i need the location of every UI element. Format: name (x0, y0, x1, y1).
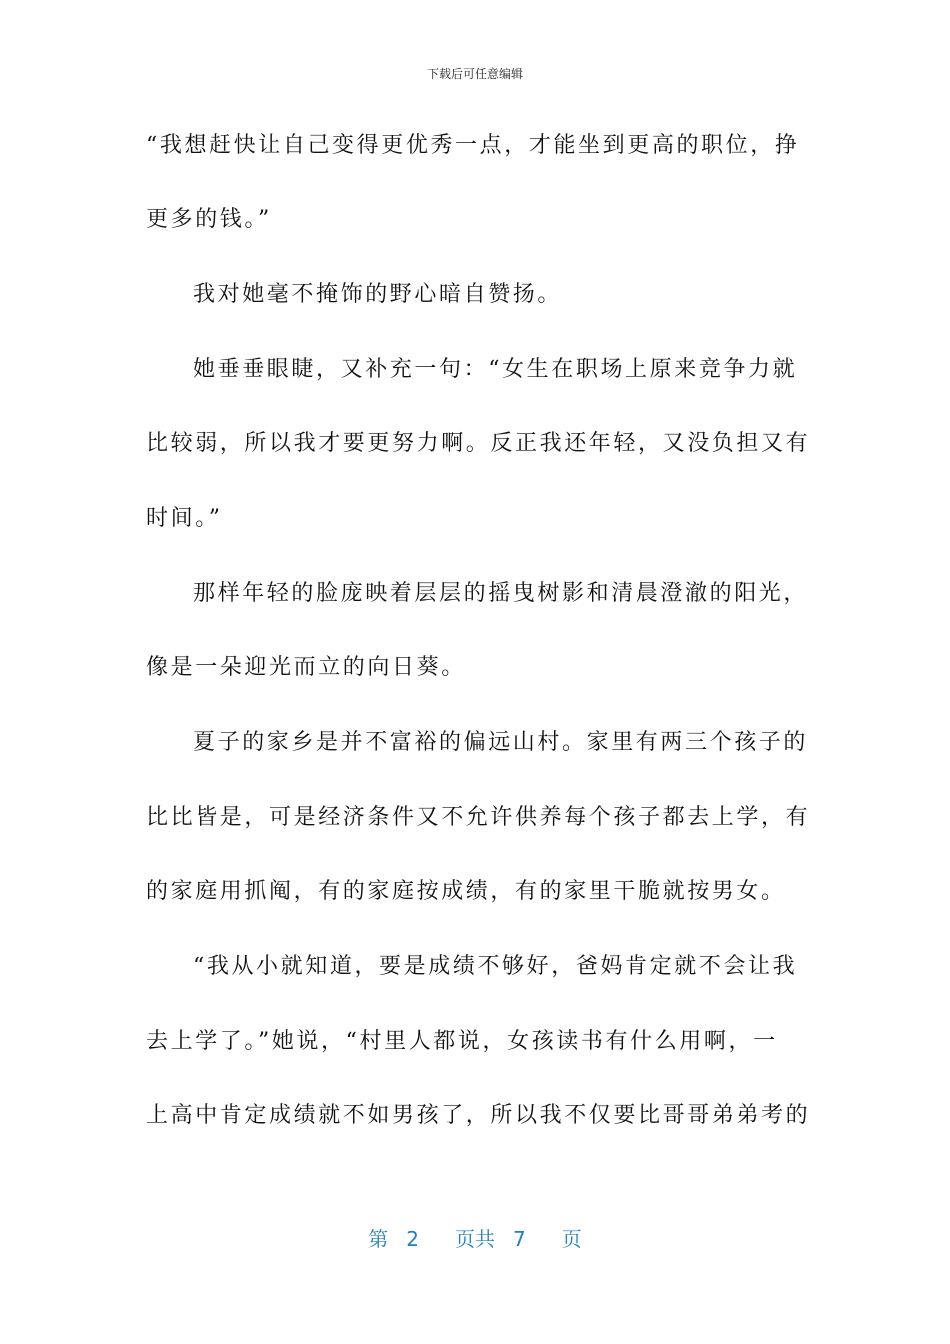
page-total: 7 (513, 1227, 526, 1251)
text-line: 比较弱，所以我才要更努力啊。反正我还年轻，又没负担又有 (146, 431, 811, 456)
page-number: 2 (406, 1227, 419, 1251)
text-line: 去上学了。”她说，“村里人都说，女孩读书有什么用啊，一 (146, 1029, 778, 1054)
text-line: “我从小就知道，要是成绩不够好，爸妈肯定就不会让我 (193, 954, 798, 979)
page-header: 下载后可任意编辑 (426, 67, 523, 81)
text-line: “我想赶快让自己变得更优秀一点，才能坐到更高的职位，挣 (146, 133, 800, 158)
footer-suffix: 页 (561, 1227, 582, 1251)
text-line: 我对她毫不掩饰的野心暗自赞扬。 (193, 282, 563, 307)
footer-middle: 页共 (455, 1227, 495, 1251)
text-line: 上高中肯定成绩就不如男孩了，所以我不仅要比哥哥弟弟考的 (146, 1103, 811, 1128)
text-line: 那样年轻的脸庞映着层层的摇曳树影和清晨澄澈的阳光， (193, 581, 809, 606)
page-footer (0, 1226, 950, 1252)
text-line: 夏子的家乡是并不富裕的偏远山村。家里有两三个孩子的 (193, 730, 809, 755)
text-line: 她垂垂眼睫，又补充一句：“女生在职场上原来竞争力就 (193, 357, 798, 382)
footer-prefix: 第 (368, 1227, 389, 1251)
text-line: 的家庭用抓阄，有的家庭按成绩，有的家里干脆就按男女。 (146, 879, 786, 904)
text-line: 时间。” (146, 506, 223, 531)
text-line: 比比皆是，可是经济条件又不允许供养每个孩子都去上学，有 (146, 805, 811, 830)
text-line: 更多的钱。” (146, 207, 272, 232)
text-line: 像是一朵迎光而立的向日葵。 (146, 655, 466, 680)
